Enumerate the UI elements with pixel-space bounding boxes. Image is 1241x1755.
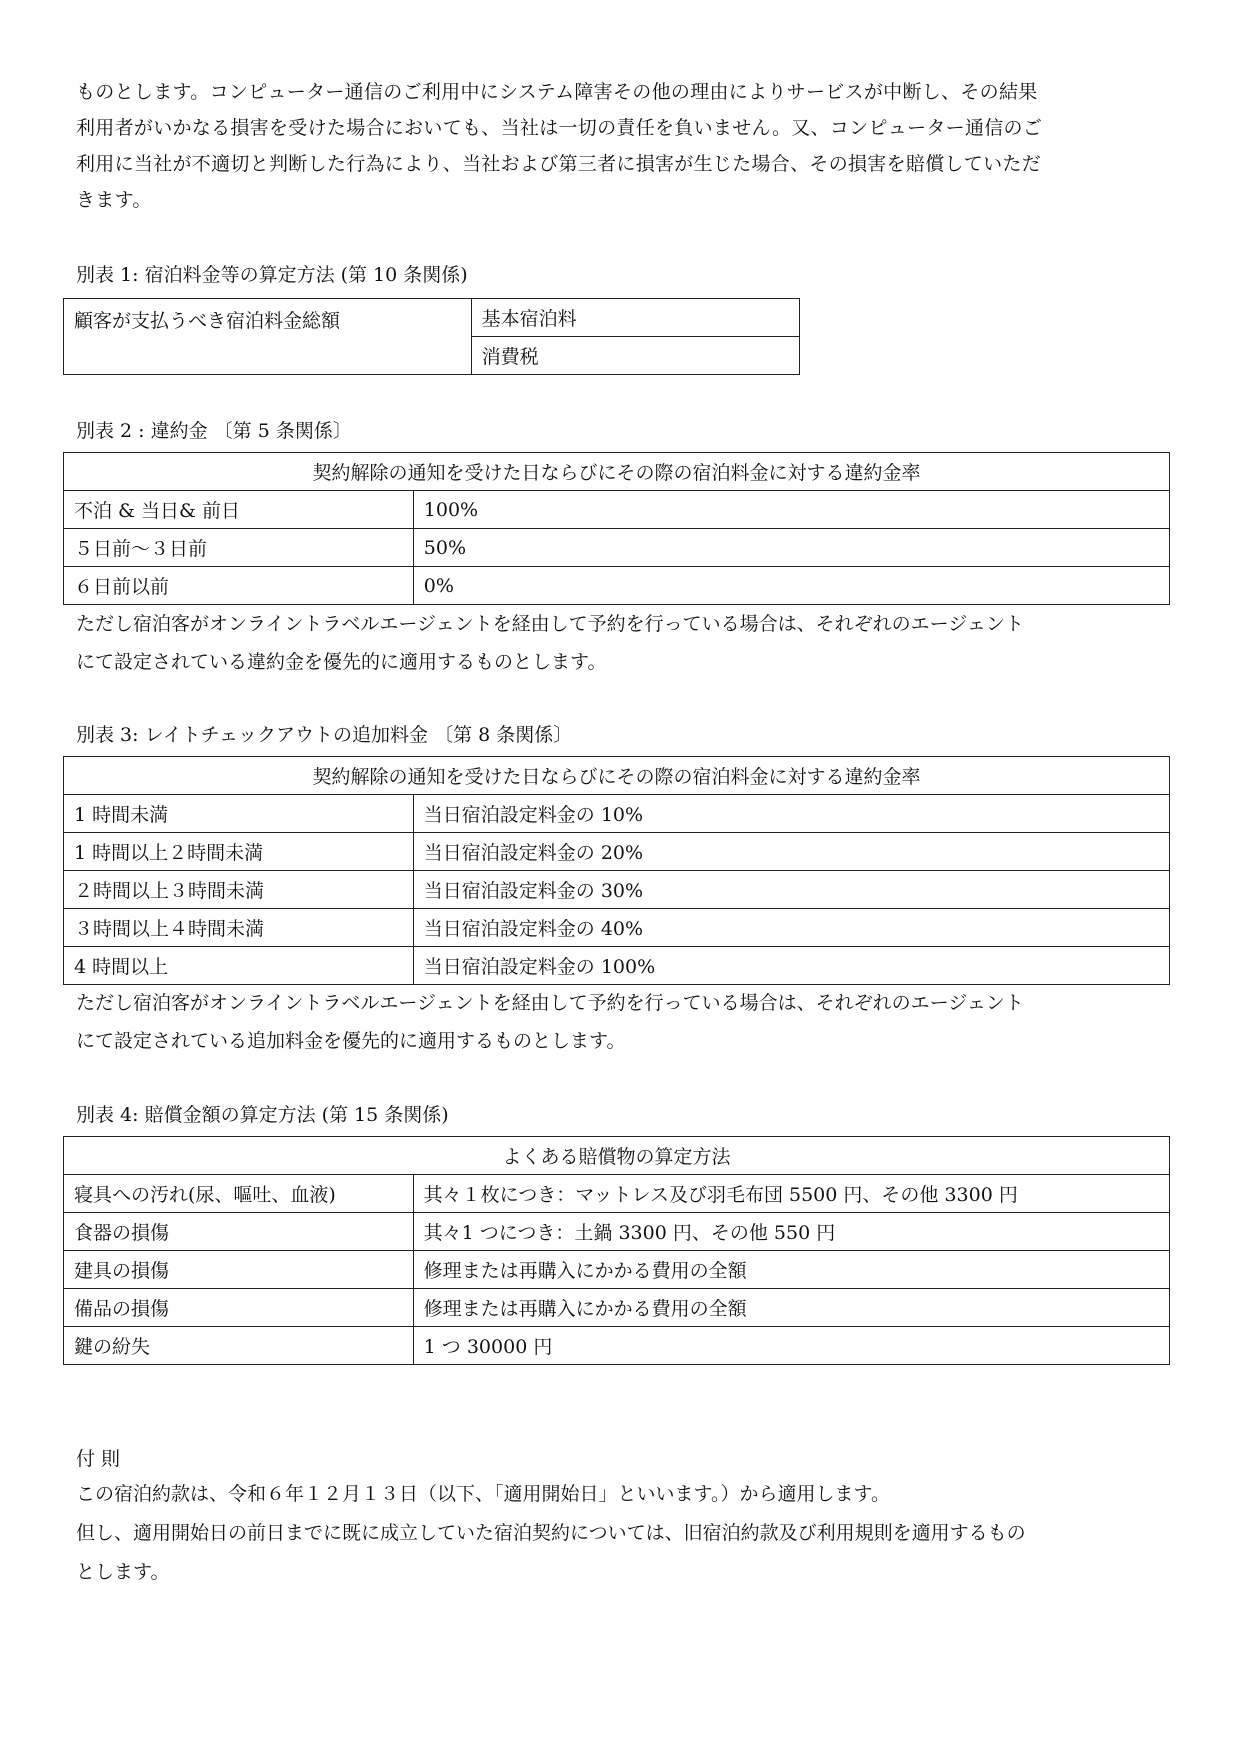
table2-header: 契約解除の通知を受けた日ならびにその際の宿泊料金に対する違約金率 (64, 453, 1170, 491)
table3-value: 当日宿泊設定料金の 100% (413, 947, 1169, 985)
table1 (63, 298, 800, 375)
table3-header: 契約解除の通知を受けた日ならびにその際の宿泊料金に対する違約金率 (64, 757, 1170, 795)
supplement-line: この宿泊約款は、令和６年１２月１３日（以下、「適用開始日」といいます。）から適用します。 (76, 1483, 890, 1505)
table4-value: 修理または再購入にかかる費用の全額 (413, 1289, 1169, 1327)
table3-label: 1 時間以上２時間未満 (64, 833, 414, 871)
intro-line: 利用に当社が不適切と判断した行為により、当社および第三者に損害が生じた場合、その損害を賠償していただ (76, 153, 1042, 175)
intro-line: ものとします。コンピューター通信のご利用中にシステム障害その他の理由によりサービスが中断し、その結果 (76, 81, 1038, 103)
table4-label: 備品の損傷 (64, 1289, 414, 1327)
table3-label: 4 時間以上 (64, 947, 414, 985)
note-line: ただし宿泊客がオンライントラベルエージェントを経由して予約を行っている場合は、それぞれのエージェント (76, 992, 1024, 1014)
intro-paragraph (76, 74, 1176, 218)
table-row (64, 947, 1170, 985)
table-row (64, 1289, 1170, 1327)
note-line: ただし宿泊客がオンライントラベルエージェントを経由して予約を行っている場合は、それぞれのエージェント (76, 613, 1024, 635)
note-line: にて設定されている違約金を優先的に適用するものとします。 (76, 651, 607, 673)
table-row (64, 909, 1170, 947)
table4-value: 修理または再購入にかかる費用の全額 (413, 1251, 1169, 1289)
table-row (64, 1175, 1170, 1213)
table1-right-cell: 基本宿泊料 (471, 299, 799, 337)
table-row (64, 1327, 1170, 1365)
table3-value: 当日宿泊設定料金の 30% (413, 871, 1169, 909)
table1-right-cell: 消費税 (471, 337, 799, 375)
table4-value: 1 つ 30000 円 (413, 1327, 1169, 1365)
table3-value: 当日宿泊設定料金の 10% (413, 795, 1169, 833)
supplement-title: 付 則 (76, 1448, 121, 1470)
table-row (64, 491, 1170, 529)
intro-line: 利用者がいかなる損害を受けた場合においても、当社は一切の責任を負いません。又、コンピューター通信のご (76, 117, 1043, 139)
table4-label: 食器の損傷 (64, 1213, 414, 1251)
table3-label: 1 時間未満 (64, 795, 414, 833)
table2-label: 不泊 & 当日& 前日 (64, 491, 414, 529)
table2-value: 50% (413, 529, 1169, 567)
table3-value: 当日宿泊設定料金の 20% (413, 833, 1169, 871)
table-row (64, 529, 1170, 567)
table-row (64, 795, 1170, 833)
table1-caption: 別表 1: 宿泊料金等の算定方法 (第 10 条関係) (76, 264, 468, 286)
table2 (63, 452, 1170, 605)
table4-value: 其々1 つにつき：土鍋 3300 円、その他 550 円 (413, 1213, 1169, 1251)
table4-caption: 別表 4: 賠償金額の算定方法 (第 15 条関係) (76, 1104, 449, 1126)
table4 (63, 1136, 1170, 1365)
supplement-body (76, 1475, 1176, 1592)
table1-left-cell: 顧客が支払うべき宿泊料金総額 (64, 299, 472, 375)
table-row (64, 567, 1170, 605)
table2-value: 100% (413, 491, 1169, 529)
table4-label: 寝具への汚れ(尿、嘔吐、血液) (64, 1175, 414, 1213)
table2-caption: 別表 2 : 違約金 〔第 5 条関係〕 (76, 420, 352, 442)
table-row (64, 1251, 1170, 1289)
table-row (64, 871, 1170, 909)
table4-label: 建具の損傷 (64, 1251, 414, 1289)
table2-label: ６日前以前 (64, 567, 414, 605)
table3-label: ３時間以上４時間未満 (64, 909, 414, 947)
supplement-line: 但し、適用開始日の前日までに既に成立していた宿泊契約については、旧宿泊約款及び利用規則を適用するもの (76, 1522, 1026, 1544)
note-line: にて設定されている追加料金を優先的に適用するものとします。 (76, 1030, 626, 1052)
table3-caption: 別表 3: レイトチェックアウトの追加料金 〔第 8 条関係〕 (76, 724, 573, 746)
table3-note (76, 984, 1176, 1060)
table4-header: よくある賠償物の算定方法 (64, 1137, 1170, 1175)
intro-line: きます。 (76, 189, 152, 211)
table-row (64, 1213, 1170, 1251)
supplement-line: とします。 (76, 1561, 170, 1583)
table3 (63, 756, 1170, 985)
table4-value: 其々１枚につき：マットレス及び羽毛布団 5500 円、その他 3300 円 (413, 1175, 1169, 1213)
table4-label: 鍵の紛失 (64, 1327, 414, 1365)
table3-value: 当日宿泊設定料金の 40% (413, 909, 1169, 947)
table2-value: 0% (413, 567, 1169, 605)
table-row (64, 833, 1170, 871)
table2-note (76, 605, 1176, 681)
table3-label: ２時間以上３時間未満 (64, 871, 414, 909)
table2-label: ５日前～３日前 (64, 529, 414, 567)
